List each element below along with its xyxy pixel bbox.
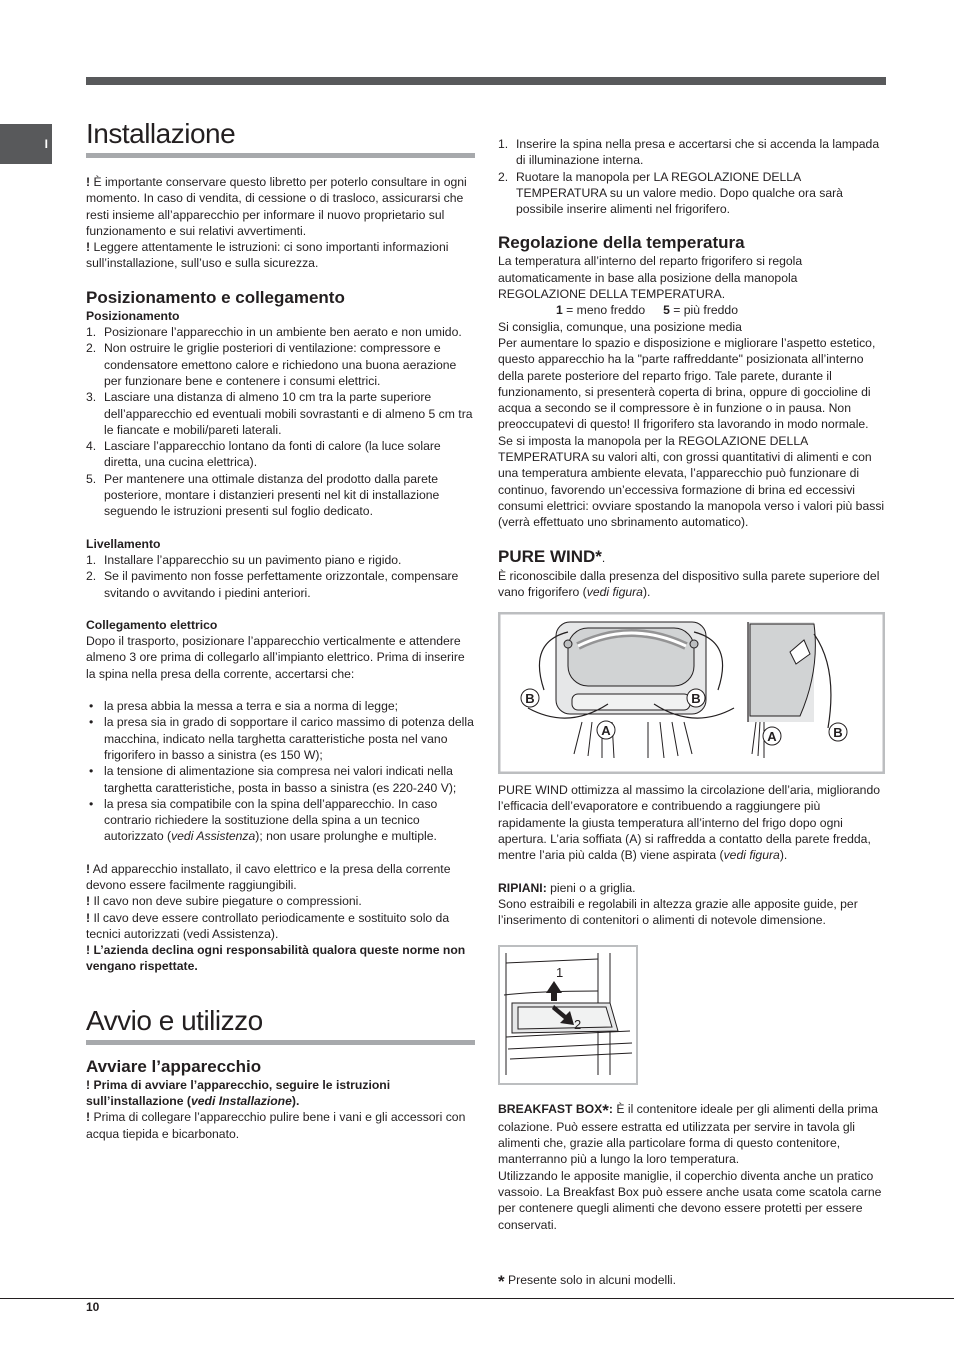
heading-regolazione: Regolazione della temperatura xyxy=(498,233,745,253)
list-item: 1. Inserire la spina nella presa e accertarsi che si accenda la lampada di illuminazione interna. xyxy=(498,137,880,168)
footer-rule xyxy=(0,1298,954,1299)
svg-text:A: A xyxy=(601,723,611,739)
page-number: 10 xyxy=(86,1300,100,1314)
regolazione-paragraph-2: Si consiglia, comunque, una posizione media xyxy=(498,319,742,334)
list-item: 2. Non ostruire le griglie posteriori di ventilazione: compressore e condensatore emettono calore e richiedono una buona aerazione per funzionare bene e contenere i consumi elettrici. xyxy=(86,341,457,388)
breakfast-box-paragraph: BREAKFAST BOX*: È il contenitore ideale per gli alimenti della prima colazione. Può essere estratta ed utilizzata per servire in tavola gli alimenti che, grazie alla particolare forma di questo contenitore, manterranno più a lungo la loro temperatura. xyxy=(498,1100,878,1167)
regolazione-paragraph-3: Per aumentare lo spazio e disposizione e migliorare l’aspetto estetico, questo apparecchio ha la "parte raffreddante" posizionata all’interno della parete posteriore del reparto frigo. Tale parete, durante il funzionamento, si presenterà coperta di brina, oppure di goccioline di acqua a secondo se il compressore è in funzione o in pausa. Non preoccupatevi di questo! Il frigorifero sta lavorando in modo normale. Se si imposta la manopola per la REGOLAZIONE DELLA TEMPERATURA su valori alti, con grossi quantitativi di alimenti e con una temperatura ambiente elevata, l’apparecchio può funzionare di continuo, favorendo un’eccessiva formazione di brina ed eccessivi consumi elettrici: ovviare spostando la manopola verso i valori più bassi (verrà effettuato uno sbrinamento automatico). xyxy=(498,335,885,530)
list-item: • la presa abbia la messa a terra e sia a norma di legge; xyxy=(89,699,399,714)
shelf-figure xyxy=(498,945,638,1085)
svg-text:B: B xyxy=(691,691,701,707)
svg-text:B: B xyxy=(833,725,843,741)
temperature-scale: 1 = meno freddo 5 = più freddo xyxy=(556,303,738,318)
warning-3: ! Il cavo deve essere controllato periodicamente e sostituito solo da tecnici autorizzati (vedi Assistenza). xyxy=(86,910,450,941)
subheading-livellamento: Livellamento xyxy=(86,536,161,551)
pure-wind-paragraph: È riconoscibile dalla presenza del dispositivo sulla parete superiore del vano frigorifero (vedi figura). xyxy=(498,568,880,599)
regolazione-paragraph-1: La temperatura all’interno del reparto frigorifero si regola automaticamente in base alla posizione della manopola REGOLAZIONE DELLA TEMPERATURA. xyxy=(498,254,803,302)
pure-wind-figure xyxy=(498,612,885,774)
intro-paragraph-2: ! Leggere attentamente le istruzioni: ci sono importanti informazioni sull’installazione, sull’uso e sulla sicurezza. xyxy=(86,240,449,271)
ripiani-line: RIPIANI: pieni o a griglia. xyxy=(498,880,636,895)
intro-paragraph-1: ! È importante conservare questo libretto per poterlo consultare in ogni momento. In caso di vendita, di cessione o di trasloco, assicurarsi che resti insieme all’apparecchio per informare il nuovo proprietario sul funzionamento e sui relativi avvertimenti. xyxy=(86,175,467,238)
list-item: • la presa sia compatibile con la spina dell’apparecchio. In caso contrario richiedere la sostituzione della spina a un tecnico autorizzato (vedi Assistenza); non usare prolunghe e multiple. xyxy=(89,796,438,844)
top-bar xyxy=(86,77,886,85)
footnote: * Presente solo in alcuni modelli. xyxy=(498,1272,677,1291)
collegamento-paragraph: Dopo il trasporto, posizionare l’apparecchio verticalmente e attendere almeno 3 ore prima di collegarlo all’impianto elettrico. Prima di inserire la spina nella presa della corrente, accertarsi che: xyxy=(86,634,465,681)
list-item: • la presa sia in grado di sopportare il carico massimo di potenza della macchina, indicato nella targhetta caratteristiche posta nel vano frigorifero in basso a sinistra (es 150 W); xyxy=(89,715,474,762)
warning-2: ! Il cavo non deve subire piegature o compressioni. xyxy=(86,894,362,909)
language-tab: I xyxy=(0,124,52,164)
subheading-collegamento-elettrico: Collegamento elettrico xyxy=(86,617,218,632)
subheading-posizionamento: Posizionamento xyxy=(86,308,180,323)
warning-1: ! Ad apparecchio installato, il cavo elettrico e la presa della corrente devono essere facilmente raggiungibili. xyxy=(86,861,451,892)
left-column xyxy=(86,116,475,1142)
right-column xyxy=(498,136,886,1233)
list-item: 5. Per mantenere una ottimale distanza del prodotto dalla parete posteriore, montare i distanzieri presenti nel kit di installazione seguendo le istruzioni presenti sul foglio dedicato. xyxy=(86,471,440,519)
section-title-installazione: Installazione xyxy=(86,118,236,149)
breakfast-box-paragraph-2: Utilizzando le apposite maniglie, il coperchio diventa anche un pratico vassoio. La Breakfast Box può essere anche usata come scatola carne per contenere quegli alimenti che devono essere protetti per essere conservati. xyxy=(498,1168,882,1232)
heading-posizionamento-collegamento: Posizionamento e collegamento xyxy=(86,287,345,307)
ripiani-paragraph: Sono estraibili e regolabili in altezza grazie alle apposite guide, per l’inserimento di contenitori o alimenti di notevole dimensione. xyxy=(498,896,858,928)
list-item: 1. Posizionare l’apparecchio in un ambiente ben aerato e non umido. xyxy=(86,325,462,340)
avvio-steps xyxy=(498,136,886,217)
list-item: 2. Se il pavimento non fosse perfettamente orizzontale, compensare svitando o avvitando i piedini anteriori. xyxy=(86,569,459,600)
pure-wind-description: PURE WIND ottimizza al massimo la circolazione dell’aria, migliorando l’efficacia dell’evaporatore e contribuendo a raggiungere più rapidamente la giusta temperatura all’interno del frigo dopo ogni apertura. L’aria soffiata (A) si raffredda a contatto della parete fredda, mentre l’aria più calda (B) viene aspirata (vedi figura). xyxy=(498,783,880,863)
list-item: 3. Lasciare una distanza di almeno 10 cm tra la parte superiore dell’apparecchio ed eventuali mobili sovrastanti e di almeno 5 cm tra le fiancate e mobili/pareti laterali. xyxy=(86,390,473,437)
heading-pure-wind: PURE WIND*. xyxy=(498,546,606,566)
livellamento-list xyxy=(86,552,475,601)
warning-4: ! L’azienda declina ogni responsabilità qualora queste norme non vengano rispettate. xyxy=(86,943,466,974)
avviare-warning: ! Prima di avviare l’apparecchio, seguire le istruzioni sull’installazione (vedi Installazione). xyxy=(86,1077,391,1109)
svg-text:1: 1 xyxy=(556,964,564,980)
section-title-avvio: Avvio e utilizzo xyxy=(86,1004,263,1036)
list-item: 4. Lasciare l’apparecchio lontano da fonti di calore (la luce solare diretta, una cucina elettrica). xyxy=(86,439,441,470)
svg-text:A: A xyxy=(767,729,777,745)
list-item: 1. Installare l’apparecchio su un pavimento piano e rigido. xyxy=(86,552,402,567)
heading-avviare: Avviare l’apparecchio xyxy=(86,1056,262,1076)
avviare-paragraph: ! Prima di collegare l’apparecchio pulire bene i vani e gli accessori con acqua tiepida e bicarbonato. xyxy=(86,1110,466,1141)
collegamento-bullets xyxy=(86,698,475,845)
svg-text:B: B xyxy=(525,691,535,707)
list-item: 2. Ruotare la manopola per LA REGOLAZIONE DELLA TEMPERATURA su un valore medio. Dopo qualche ora sarà possibile inserire alimenti nel frigorifero. xyxy=(498,169,843,217)
list-item: • la tensione di alimentazione sia compresa nei valori indicati nella targhetta caratteristiche, posta in basso a sinistra (es 220-240 V); xyxy=(89,764,457,795)
svg-text:2: 2 xyxy=(574,1016,582,1032)
posizionamento-list xyxy=(86,324,475,520)
